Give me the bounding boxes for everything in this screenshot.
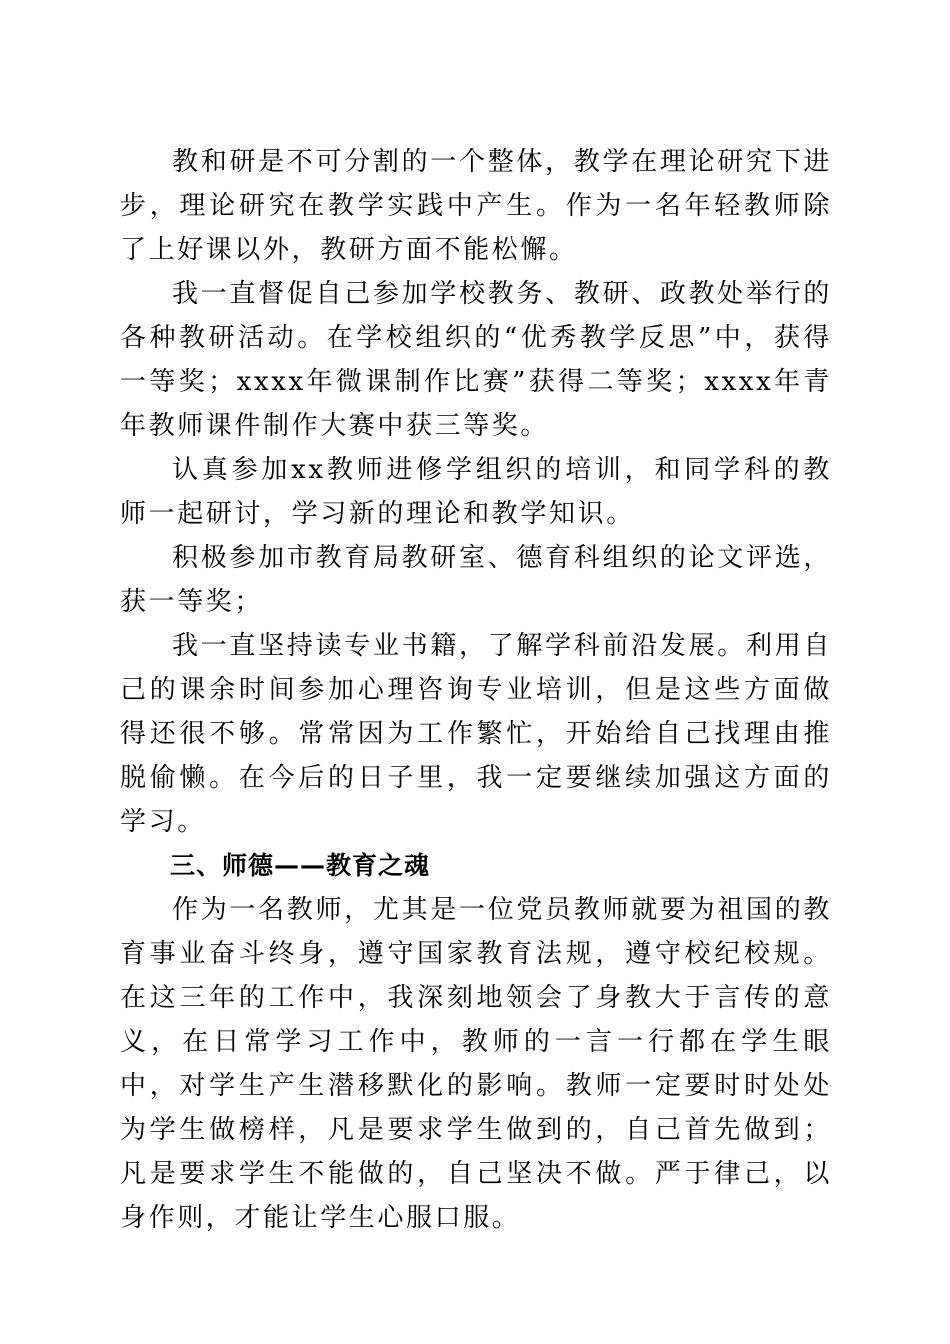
paragraph-research-activities: 我一直督促自己参加学校教务、教研、政教处举行的各种教研活动。在学校组织的“优秀教学反思”中，获得一等奖；xxxx年微课制作比赛”获得二等奖；xxxx年青年教师课件制作大赛中获三等奖。 bbox=[120, 279, 832, 441]
paragraph-teacher-ethics: 作为一名教师，尤其是一位党员教师就要为祖国的教育事业奋斗终身，遵守国家教育法规，遵守校纪校规。在这三年的工作中，我深刻地领会了身教大于言传的意义，在日常学习工作中，教师的一言一行都在学生眼中，对学生产生潜移默化的影响。教师一定要时时处处为学生做榜样，凡是要求学生做到的，自己首先做到；凡是要求学生不能做的，自己坚决不做。严于律己，以身作则，才能让学生心服口服。 bbox=[120, 895, 832, 1233]
document-body bbox=[120, 140, 832, 1240]
section-heading: 三、师德——教育之魂 bbox=[170, 851, 431, 880]
paragraph-training: 认真参加xx教师进修学组织的培训，和同学科的教师一起研讨，学习新的理论和教学知识。 bbox=[120, 455, 832, 529]
paragraph-professional-reading: 我一直坚持读专业书籍，了解学科前沿发展。利用自己的课余时间参加心理咨询专业培训，但是这些方面做得还很不够。常常因为工作繁忙，开始给自己找理由推脱偷懒。在今后的日子里，我一定要继续加强这方面的学习。 bbox=[120, 631, 832, 837]
paragraph-teaching-research: 教和研是不可分割的一个整体，教学在理论研究下进步，理论研究在教学实践中产生。作为一名年轻教师除了上好课以外，教研方面不能松懈。 bbox=[120, 147, 832, 265]
paragraph-paper-award: 积极参加市教育局教研室、德育科组织的论文评选，获一等奖； bbox=[120, 543, 832, 617]
